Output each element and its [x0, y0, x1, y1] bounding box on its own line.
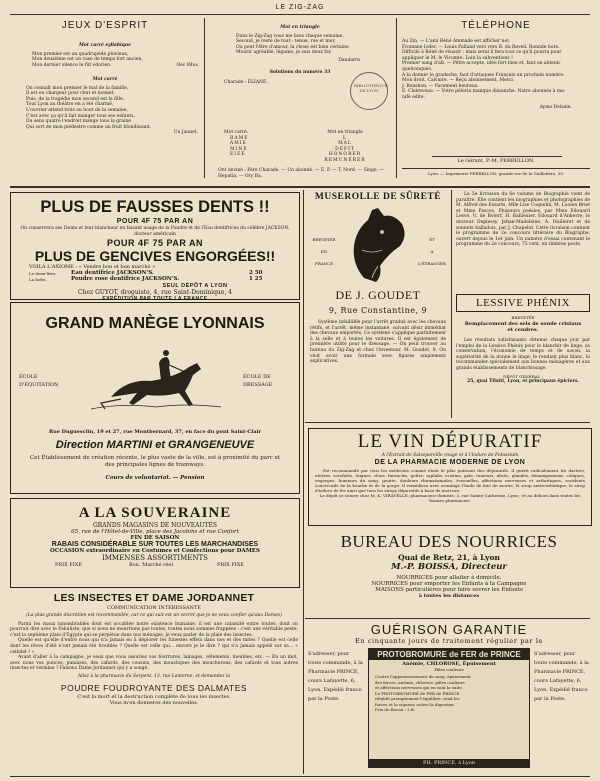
label: FRANCE: [314, 261, 334, 266]
vin-pharmacie: DE LA PHARMACIE MODERNE DE LYON: [374, 459, 526, 466]
rule: [402, 168, 590, 169]
lessive-title: LESSIVE PHÉNIX: [456, 294, 590, 312]
insectes-para: Allez à la pharmacie du Serpent, 13, rue Lanterne, et demandez la: [77, 673, 231, 679]
vin-depot: Le dépôt se trouve chez M. K. VIRAVELLE, pharmacien-chimiste, 3, rue Sainte-Catherine, Lyon ; et au dehors dans toutes les bonnes pharmacies.: [319, 493, 581, 503]
nourrices-title: BUREAU DES NOURRICES: [340, 532, 558, 551]
verse-line: On connaît mon premier le mal de la famille,: [26, 85, 129, 91]
brevete-left: [310, 234, 338, 270]
column-rule: [396, 18, 397, 178]
carre-sign: Un Jaunet.: [173, 130, 198, 136]
verse-line: Dans le Zig-Zag vous me lisez chaque semaine,: [236, 33, 344, 39]
protobromure-footer: PH. PRINCE, à Lyon: [369, 759, 529, 767]
guerison-subtitle: En cinquante jours de traitement régulier par le: [355, 637, 543, 645]
ad-vin-depuratif: [308, 428, 592, 526]
word: MAL: [338, 141, 352, 147]
masthead: LE ZIG-ZAG: [275, 4, 325, 11]
price-text: Poudre rose dentifrice JACKSON'S.: [71, 275, 180, 282]
verse-line: Second, je reste de tout : tenue, rue et mer,: [236, 39, 336, 45]
rule: [432, 156, 562, 157]
prix-fixe: PRIX FIXE: [55, 562, 82, 568]
nourrices-address: Quai de Retz, 21, à Lyon: [398, 553, 500, 562]
insectes-title: LES INSECTES ET DAME JORDANNET: [53, 592, 255, 604]
fausses-dents-body: On conservera ses Dents et leur blancheur en faisant usage de la Poudre et de l'Eau dentifrices du célèbre JACKSON, docteur américain: [20, 226, 290, 237]
insectes-footer: Vous m'en donnerez des nouvelles.: [109, 699, 199, 706]
insectes-para: Quelle est qu'elle d'entre nous qui n'a jamais eu à déplorer les funestes effets dans nos et des mites ? Quelle est celle dont les rêves d'été n'ont jamais été troublés ? Quelle est celle qui... encore je le dire ? qui n'a jamais appelé sur sa... « cellulet ! »: [10, 638, 298, 655]
label: ET: [429, 237, 435, 242]
verse-line: Du sens quatre l'endroit mange tous la graine: [26, 119, 131, 125]
tel-line: Mon droit. Calvaire. — Reçu abonnement. Merci.: [402, 78, 515, 84]
label: BREVETÉE: [312, 237, 336, 242]
protobromure-lines: [369, 672, 529, 715]
tel-line: E. Claireveau. — Votre pèlerin manque dimanche. Notre abonnés à ma-: [402, 89, 566, 95]
section-rule: [10, 186, 590, 188]
triangle-column: [210, 20, 390, 180]
tel-line: J. Bonsbon. — Pacement heureux.: [402, 83, 479, 89]
verse-line: Mon premier est un quadrupède pluvieux,: [32, 51, 129, 57]
telephone-column: [402, 20, 590, 180]
lessive-depot: 25, quai Tilsitt, Lyon, et principaux épiciers.: [467, 378, 579, 384]
insectes-para: Parmi les maux innombrables dont est accablée notre existence humaine, il est une calamité entre toutes, dont on pourrait dire avec le Fabuliste, que si nous ne mourrions pas toutes, toutes nous sommes frappées : c'est une véritable peste, c'est la septième plaie d'Égypte qui se perpétue dans nos ménages, je veux parler de la plaie des insectes.: [10, 621, 298, 638]
word: EIEE: [230, 152, 246, 158]
insectes-para: Avant d'aller à la campagne, je veux que vous assuriez vos fourrures, lainages, vêtements, meubles, etc. — En un mot, avec nous vos punces, punaises, des cafards, des cousins, des moustiques des moucherons, des cafards et tous autres insectes et vermine ? Faisons Dame Jordannet qui y a songé.: [10, 655, 298, 672]
verse-line: Qui sort de mon piédestre comme un fruit blondissant.: [26, 124, 152, 130]
ad-manege: [10, 302, 300, 494]
box-line: et affections nerveuses qui en sont la suite.: [375, 685, 463, 690]
protobromure-title: PROTOBROMURE de FER de PRINCE: [369, 649, 529, 660]
tel-line: A la donner le gradeche, faut d'attaques Français un prochain numéro.: [402, 72, 565, 78]
verse-line: Tout Lyon au théâtre en a été charmé,: [26, 102, 114, 108]
box-line: rétablit promptement l'équilibre, rend les: [375, 696, 460, 701]
section-rule: [305, 618, 590, 619]
tel-line: Au Zin. — L'ami Réné Ammade est afficher net.: [402, 39, 511, 44]
vin-title: LE VIN DÉPURATIF: [357, 431, 543, 452]
word: REMUNÉRER: [324, 157, 366, 163]
muserolle-body: Système infaillible pour l'arrêt gradué avec les chevaux rétifs, et l'arrêt, même instantané, suivant désir immédiat des chevaux emportés. Ce système s'applique parfaitement à la selle et à toutes les voitures. Il est également de première utilité pour le dressage. — On peut trouver au bureau du Zig-Zag et chez l'inventeur, M. Goudet, 9, On veut avoir une formule avec figures amplement explicatives.: [310, 320, 446, 365]
manege-cours: Cours de voluntariat. — Pension: [105, 475, 205, 481]
ecole-equitation: ÉCOLE D'ÉQUITATION: [19, 374, 59, 388]
fausses-dents-title: PLUS DE FAUSSES DENTS !!: [40, 198, 270, 216]
pour-price: POUR 4F 75 PAR AN: [116, 218, 194, 225]
column-rule: [204, 18, 205, 178]
lessive-brevetee: BREVETÉE: [511, 315, 535, 320]
depot: SEUL DÉPÔT A LYON: [162, 282, 228, 289]
carre-title: Mot carré: [92, 76, 118, 82]
price-text: Eau dentifrice JACKSON'S.: [71, 269, 154, 276]
price-label: Le demi-litre.: [29, 270, 57, 276]
tel-line: Fromane Ioder. — Louis Palland vers vers B. du Reveil. Ronnde hors.: [402, 44, 560, 50]
verse-line: Il est en chargeur pour chut et bonnet.: [26, 91, 115, 97]
word: HONORER: [328, 152, 362, 158]
tel-line: Premier sang d'alt. — Pêtre accepte, idée fort bien et, faut en abtenir: [402, 61, 561, 67]
verse-line: Ou peut l'être d'amour, la chose est bien certaine,: [236, 44, 351, 50]
word: AMIE: [230, 141, 247, 147]
muserolle-address: 9, Rue Constantine, 9: [328, 306, 428, 315]
lessive-body: Les résultats satisfaisants obtenus chaque jour par l'emploi de la Lessive Phénix pour le blanchir de linge, sa conservation, l'économie de temps et de savon, la supériorité de la donne le linge, le rendant plus blanc, la recommander spécialement aux bonnes ménagères et aux grands établissements de blanchissage.: [456, 338, 590, 371]
souveraine-subtitle: GRANDS MAGASINS DE NOUVEAUTÉS: [93, 522, 217, 529]
stamp-text: BIBLIOTHÈQUE DE LYON: [354, 83, 388, 93]
brevete-right: [416, 234, 448, 270]
column-rule: [303, 190, 304, 774]
souveraine-immenses: IMMENSES ASSORTIMENTS: [102, 554, 208, 562]
verse-line: Puis, de la tragédie mon second est la fille,: [26, 96, 125, 102]
box-line: des forces, anémie, chlorose, pâles couleurs: [375, 679, 465, 685]
mot-carre-solution: [224, 130, 294, 158]
imprimerie: Lyon. — Imprimerie PERRELLON, grande rue de la Guillotière, 39.: [427, 171, 565, 176]
pour-price-2: POUR 4F 75 PAR AN: [106, 238, 204, 249]
tel-line: nifé edite.: [402, 94, 425, 100]
box-line: Prix du flacon : 3 fr.: [375, 707, 416, 712]
jeux-title: JEUX D'ESPRIT: [61, 20, 149, 31]
horse-rider-illustration: [81, 343, 231, 423]
triangle-sign: Dandarra: [338, 57, 360, 63]
souveraine-occasion: OCCASION extraordinaire en Costumes et Confections pour DAMES: [50, 548, 260, 554]
biographie-notice: La 5e livraison du 6e volume de Biographie vient de paraître. Elle contient les biographies et photographies de M. Alfred des Essarts, Mlle Lise Coquelin, M. Lucien Briet et Mme Pascos, Plusieurs poésies, par Mme Edouard Lesvé, U. de Boterf, H. Ballieuier, Edouard d'Ankerre, le docteur Daplessy, Jehan-Madeleine, A. Huilleret et de sonnets balladois, par J. Chapelot. Cette livraison contient le programme de 2e concours littéraire du Biographe, ouvert depuis le 1er juin. Un numéro d'essai contenant le programme du 2e concours, 75 cent. en timbres poste.: [456, 192, 590, 248]
axiome: VOILA L'AXIOME : « Vendre bon et bon marché »: [29, 264, 156, 271]
article-insectes: [10, 592, 298, 774]
word: RAME: [230, 135, 249, 141]
gencives-title: PLUS DE GENCIVES ENGORGÉES!!: [34, 248, 276, 265]
souveraine-title: A LA SOUVERAINE: [78, 505, 232, 521]
chez: Chez GUYOT, droguiste, 4, rue Saint-Dominique, 4: [78, 288, 232, 296]
label: EN: [320, 249, 328, 254]
word: MINE: [230, 146, 248, 152]
verse-line: Mon deuxième est un vase de temps fort ancien,: [32, 57, 143, 63]
box-line: Contre l'appauvrissement du sang, épuisement: [375, 674, 471, 679]
ad-muserolle: [308, 192, 448, 418]
carre-syllabique-title: Mot carré syllabique: [78, 43, 132, 48]
ad-fausses-dents: [10, 192, 300, 300]
label: A: [430, 249, 434, 254]
ad-guerison: [308, 622, 590, 774]
box-line: Le PROTOBROMURE de FER de PRINCE: [375, 690, 460, 696]
jeux-column: [12, 20, 198, 180]
manege-body: Cet Établissement de création récente, le plus vaste de la ville, est à proximité du parc et des principales lignes de tramways.: [29, 455, 281, 468]
nourrices-line: NOURRICES pour emporter les Enfants à la Campagne: [371, 581, 527, 587]
label: Mot en triangle: [327, 130, 363, 135]
muserolle-title: MUSEROLLE DE SÛRETÉ: [314, 192, 442, 202]
label: L'ÉTRANGER: [418, 261, 446, 266]
box-line: forces et la vigueur, active la digestion.: [375, 701, 455, 707]
nourrices-director: M.-P. BOISSA, Directeur: [391, 562, 507, 572]
lessive-depot-label: DÉPÔT GÉNÉRAL :: [503, 373, 543, 379]
manege-direction: Direction MARTINI et GRANGENEUVE: [55, 439, 255, 451]
ecole-dressage: ÉCOLE DE DRESSAGE: [243, 374, 273, 388]
vin-body: Est recommandé par tous les médecins comme étant le plus puissant des dépuratifs. Il guérit radicalement les dartres, ulcères, scrofules, teignes, clous, furoncles, goître, syphilis, eczéma, gale, tumeurs, abcès, glandes, démangeaisons, coliques, engorges, humeurs du sang, goutte, douleurs rhumatismales, écrouelles, affections nerveuses et arthritiques, accidents consécutifs de la bourbe et de la gorge. Il remédiera avec avantage l'huile de foie de morue, le sirop antiscorbutique, le sirop d'iodure de fer ainsi que tous les sirops dépuratifs à base de mercure.: [315, 468, 585, 493]
devines: Ont deviné : Père Charade. — Un abonné. — E. P. — T. Nord. — Singe. — Hepatia. — Ory Ba.: [218, 168, 384, 179]
tel-line: appliquer le M. le Vicomte. Loin la subventions !: [402, 55, 513, 61]
price-value: 2 50: [249, 269, 263, 276]
verse-line: Mourir agréable, légume, je suis doux fer.: [236, 50, 332, 56]
price-value: 1 25: [249, 275, 263, 282]
souveraine-rabais: RABAIS CONSIDÉRABLE SUR TOUTES LES MARCHANDISES: [51, 541, 259, 548]
telephone-lines: [402, 39, 590, 101]
word: DÉFIT: [335, 146, 355, 152]
triangle-lines: [210, 34, 390, 56]
guerison-right: S'adresser, pour toute commande, à la Pharmacie PRINCE, cours Lafayette, 6, Lyon. Expédié franco par la Poste.: [534, 651, 589, 702]
ad-nourrices: [308, 532, 590, 614]
library-stamp: [350, 72, 388, 110]
vin-subtitle: A l'Extrait de Salsepareille rouge et à l'Iodure de Potassium: [381, 453, 519, 458]
souveraine-address: 65, rue de l'Hôtel-de-Ville, place des Jacobins et rue Confort: [71, 529, 239, 535]
label: Mot carré.: [224, 130, 249, 135]
manege-title: GRAND MANÈGE LYONNAIS: [45, 315, 265, 332]
verse-line: Mon dernier silence le fût odorien.: [32, 62, 112, 68]
ad-souveraine: [10, 498, 300, 588]
souveraine-fin: FIN DE SAISON: [130, 535, 180, 541]
guerison-left: S'adresser, pour toute commande, à la Pharmacie PRINCE, cours Lafayette, 6, Lyon. Expédié franco par la Poste.: [308, 651, 363, 702]
tel-line: Difficile à Réné de réussir ; mais serai il fera tout ce qu'il pourra pour: [402, 50, 562, 56]
guerison-title: GUÉRISON GARANTIE: [370, 622, 528, 637]
section-rule: [305, 422, 590, 423]
page-bottom-rule: [10, 776, 590, 777]
nourrices-line: à toutes les distances: [418, 593, 480, 599]
triangle-solution: [310, 130, 380, 164]
charade: Charade : ÉLIANE.: [224, 80, 268, 86]
muserolle-inventor: DE J. GOUDET: [335, 288, 421, 302]
poudre-title: POUDRE FOUDROYANTE DES DALMATES: [60, 682, 248, 693]
protobromure-box: [368, 648, 530, 768]
column-rule: [451, 190, 452, 418]
lessive-tagline: Remplacement des sels de soude cristaux et cendres.: [464, 321, 582, 333]
horse-head-illustration: [342, 206, 414, 284]
triangle-title: Mot en triangle: [280, 25, 320, 30]
solutions-title: Solutions du numéro 33: [269, 69, 331, 75]
protobromure-sub2: Pâles couleurs: [434, 667, 464, 672]
prix-fixe: PRIX FIXE: [217, 562, 244, 568]
telephone-sign: Ayme Delsein.: [539, 104, 572, 110]
insectes-footer: C'est la mort et la destruction complète de tous les insectes.: [77, 693, 231, 700]
protobromure-sub: Anémie, CHLOROSE, Épuisement: [402, 661, 496, 667]
price-row: [11, 277, 299, 283]
ad-lessive: [456, 294, 590, 418]
verse-line: L'ouvrier attend trois au bout de la semaine,: [26, 107, 128, 113]
masthead-rule: [10, 14, 590, 15]
nourrices-line: NOURRICES pour allaiter à domicile.: [396, 575, 502, 581]
bon-marche: Bon. Marché réel: [129, 562, 174, 568]
nourrices-line: MAISONS particulières pour faire sevrer les Enfants: [375, 587, 523, 593]
word: L: [343, 135, 347, 141]
price-label: La boîte.: [29, 276, 47, 282]
souveraine-prices: [11, 562, 299, 569]
manege-address: Rue Duguesclin, 19 et 27, rue Montbernard, 37, en face du pont Saint-Clair: [48, 429, 262, 435]
expedition: EXPÉDITION PAR TOUTE LA FRANCE: [102, 295, 208, 302]
carre-syllabique-sign: Oec iMus: [176, 63, 198, 69]
verse-line: C'est avec ça qu'il fait manger tous ses enfants,: [26, 113, 135, 119]
gerant: Le Gérant, P.-M. PERRELLON.: [457, 158, 535, 164]
insectes-intro: (La plus grande discrétion est recommandée, car ce qui suit est un secret que je ne veux confier qu'aux Dames): [26, 613, 282, 618]
tel-line: quelconques.: [402, 66, 433, 72]
telephone-title: TÉLÉPHONE: [461, 20, 531, 31]
insectes-subtitle: COMMUNICATION INTÉRESSANTE: [107, 605, 201, 611]
carre-lines: [12, 86, 198, 131]
